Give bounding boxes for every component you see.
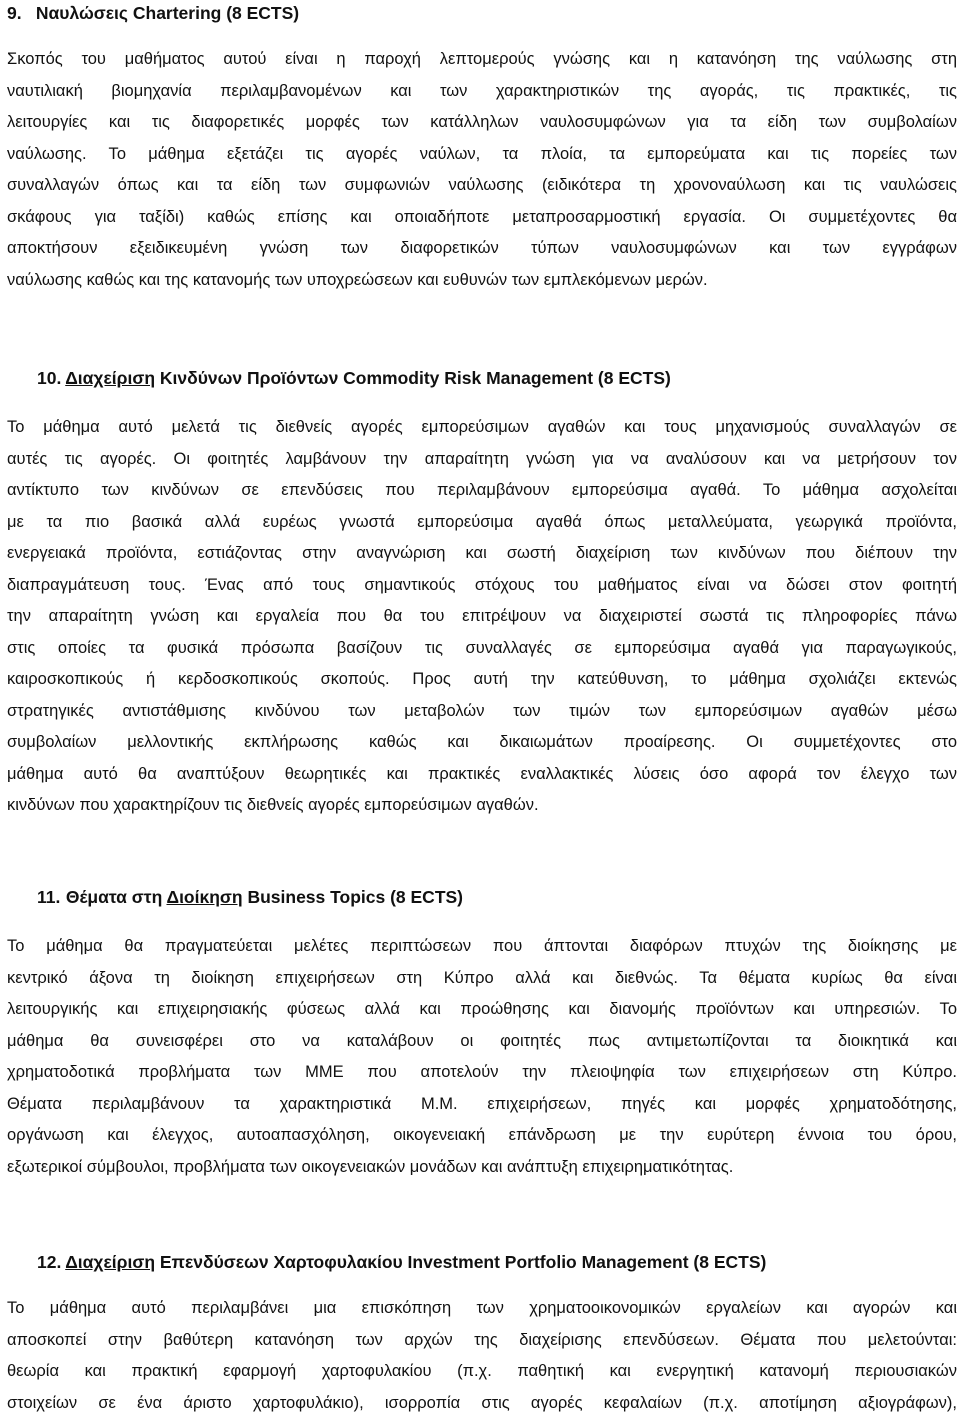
paragraph-line: αποκτήσουν εξειδικευμένη γνώση των διαφορετικών τύπων ναυλοσυμφώνων και των εγγράφων bbox=[7, 233, 957, 265]
paragraph-line: λειτουργικής και επιχειρησιακής φύσεως αλλά και προώθησης και διανομής προϊόντων και υπηρεσιών. Το bbox=[7, 994, 957, 1026]
paragraph-line: ναύλωσης καθώς και της κατανομής των υποχρεώσεων και ευθυνών των εμπλεκόμενων μερών. bbox=[7, 265, 957, 297]
paragraph-line: στοιχείων σε ένα άριστο χαρτοφυλάκιο), ισορροπία στις αγορές κεφαλαίων (π.χ. αποτίμηση αξιογράφων), bbox=[7, 1388, 957, 1419]
paragraph-line: ναύλωσης. Το μάθημα εξετάζει τις αγορές ναύλων, τα πλοία, τα εμπορεύματα και τις πορείες των bbox=[7, 139, 957, 171]
paragraph-line: χρηματοδοτικά προβλήματα των ΜΜΕ που αποτελούν την πλειοψηφία των επιχειρήσεων στη Κύπρο. bbox=[7, 1057, 957, 1089]
paragraph-line: Σκοπός του μαθήματος αυτού είναι η παροχή λεπτομερούς γνώσης και η κατανόηση της ναύλωσης στη bbox=[7, 44, 957, 76]
section-number: 11. bbox=[37, 884, 61, 910]
paragraph-line: συναλλαγών όπως και τα είδη των συμφωνιών ναύλωσης (ειδικότερα τη χρονοναύλωση και τις ναυλώσεις bbox=[7, 170, 957, 202]
paragraph-line: ενεργειακά προϊόντα, εστιάζοντας στην αναγνώριση και σωστή διαχείριση των κινδύνων που διέπουν την bbox=[7, 538, 957, 570]
section-number: 9. bbox=[7, 0, 31, 26]
paragraph-line: μάθημα αυτό θα αναπτύξουν θεωρητικές και πρακτικές εναλλακτικές λύσεις όσο αφορά τον έλεγχο των bbox=[7, 759, 957, 791]
section-title-pre: Θέματα στη bbox=[66, 887, 167, 907]
section-title-underlined: Διοίκηση bbox=[166, 887, 242, 907]
section-title-underlined: Διαχείριση bbox=[65, 1252, 155, 1272]
section-paragraph bbox=[7, 412, 957, 822]
section-number: 12. bbox=[37, 1249, 61, 1275]
paragraph-line: αντίκτυπο των κινδύνων σε επενδύσεις που περιλαμβάνουν εμπορεύσιμα αγαθά. Το μάθημα ασχολείται bbox=[7, 475, 957, 507]
section-title: Κινδύνων Προϊόντων Commodity Risk Management (8 ECTS) bbox=[155, 368, 671, 388]
paragraph-line: κεντρικό άξονα τη διοίκηση επιχειρήσεων στη Κύπρο αλλά και διεθνώς. Τα θέματα κυρίως θα είναι bbox=[7, 963, 957, 995]
section-heading bbox=[7, 884, 957, 910]
paragraph-line: συμβολαίων μελλοντικής εκπλήρωσης καθώς και δικαιωμάτων προαίρεσης. Οι συμμετέχοντες στο bbox=[7, 727, 957, 759]
paragraph-line: λειτουργίες και τις διαφορετικές μορφές των κατάλληλων ναυλοσυμφώνων για τα είδη των συμβολαίων bbox=[7, 107, 957, 139]
paragraph-line: Θέματα περιλαμβάνουν τα χαρακτηριστικά Μ.Μ. επιχειρήσεων, πηγές και μορφές χρηματοδότησης, bbox=[7, 1089, 957, 1121]
paragraph-line: αυτές τις αγορές. Οι φοιτητές λαμβάνουν την απαραίτητη γνώση για να αναλύσουν και να μετρήσουν τον bbox=[7, 444, 957, 476]
section-paragraph bbox=[7, 1293, 957, 1419]
section-10 bbox=[7, 365, 957, 822]
section-number: 10. bbox=[37, 365, 61, 391]
paragraph-line: διαπραγμάτευση τους. Ένας από τους σημαντικούς στόχους του μαθήματος είναι να δώσει στον φοιτητή bbox=[7, 570, 957, 602]
paragraph-line: στρατηγικές αντιστάθμισης κινδύνου των μεταβολών των τιμών των εμπορεύσιμων αγαθών μέσω bbox=[7, 696, 957, 728]
paragraph-line: οργάνωση και έλεγχος, αυτοαπασχόληση, οικογενειακή επάνδρωση με την ευρύτερη έννοια του όρου, bbox=[7, 1120, 957, 1152]
paragraph-line: κινδύνων που χαρακτηρίζουν τις διεθνείς αγορές εμπορεύσιμων αγαθών. bbox=[7, 790, 957, 822]
paragraph-line: Το μάθημα θα πραγματεύεται μελέτες περιπτώσεων που άπτονται διαφόρων πτυχών της διοίκησης με bbox=[7, 931, 957, 963]
paragraph-line: θεωρία και πρακτική εφαρμογή χαρτοφυλακίου (π.χ. παθητική και ενεργητική κατανομή περιουσιακών bbox=[7, 1356, 957, 1388]
section-heading bbox=[7, 365, 957, 391]
paragraph-line: στις οποίες τα φυσικά πρόσωπα βασίζουν τις συναλλαγές σε εμπορεύσιμα αγαθά για παραγωγικούς, bbox=[7, 633, 957, 665]
paragraph-line: την απαραίτητη γνώση και εργαλεία που θα του επιτρέψουν να διαχειριστεί σωστά τις πληροφορίες πάνω bbox=[7, 601, 957, 633]
section-12 bbox=[7, 1249, 957, 1419]
section-11 bbox=[7, 884, 957, 1183]
section-title: Business Topics (8 ECTS) bbox=[243, 887, 463, 907]
section-paragraph bbox=[7, 931, 957, 1183]
paragraph-line: αποσκοπεί στην βαθύτερη κατανόηση των αρχών της διαχείρισης επενδύσεων. Θέματα που μελετούνται: bbox=[7, 1325, 957, 1357]
paragraph-line: σκάφους για ταξίδι) καθώς επίσης και οποιαδήποτε μεταπροσαρμοστική εργασία. Οι συμμετέχοντες θα bbox=[7, 202, 957, 234]
section-title: Ναυλώσεις Chartering (8 ECTS) bbox=[36, 3, 299, 23]
section-title: Επενδύσεων Χαρτοφυλακίου Investment Portfolio Management (8 ECTS) bbox=[155, 1252, 766, 1272]
paragraph-line: με τα πιο βασικά αλλά ευρέως γνωστά εμπορεύσιμα αγαθά όπως μεταλλεύματα, γεωργικά προϊόντα, bbox=[7, 507, 957, 539]
paragraph-line: εξωτερικοί σύμβουλοι, προβλήματα των οικογενειακών μονάδων και ανάπτυξη επιχειρηματικότητας. bbox=[7, 1152, 957, 1184]
paragraph-line: ναυτιλιακή βιομηχανία περιλαμβανομένων και των χαρακτηριστικών της αγοράς, τις πρακτικές, τις bbox=[7, 76, 957, 108]
section-title-underlined: Διαχείριση bbox=[65, 368, 155, 388]
section-9 bbox=[7, 0, 957, 296]
paragraph-line: Το μάθημα αυτό μελετά τις διεθνείς αγορές εμπορεύσιμων αγαθών και τους μηχανισμούς συναλλαγών σε bbox=[7, 412, 957, 444]
section-paragraph bbox=[7, 44, 957, 296]
section-heading bbox=[7, 0, 957, 26]
section-heading bbox=[7, 1249, 957, 1275]
paragraph-line: Το μάθημα αυτό περιλαμβάνει μια επισκόπηση των χρηματοοικονομικών εργαλείων και αγορών και bbox=[7, 1293, 957, 1325]
paragraph-line: καιροσκοπικούς ή κερδοσκοπικούς σκοπούς. Προς αυτή την κατεύθυνση, το μάθημα σχολιάζει εκτενώς bbox=[7, 664, 957, 696]
paragraph-line: μάθημα θα συνεισφέρει στο να καταλάβουν οι φοιτητές πως αντιμετωπίζονται τα διοικητικά και bbox=[7, 1026, 957, 1058]
